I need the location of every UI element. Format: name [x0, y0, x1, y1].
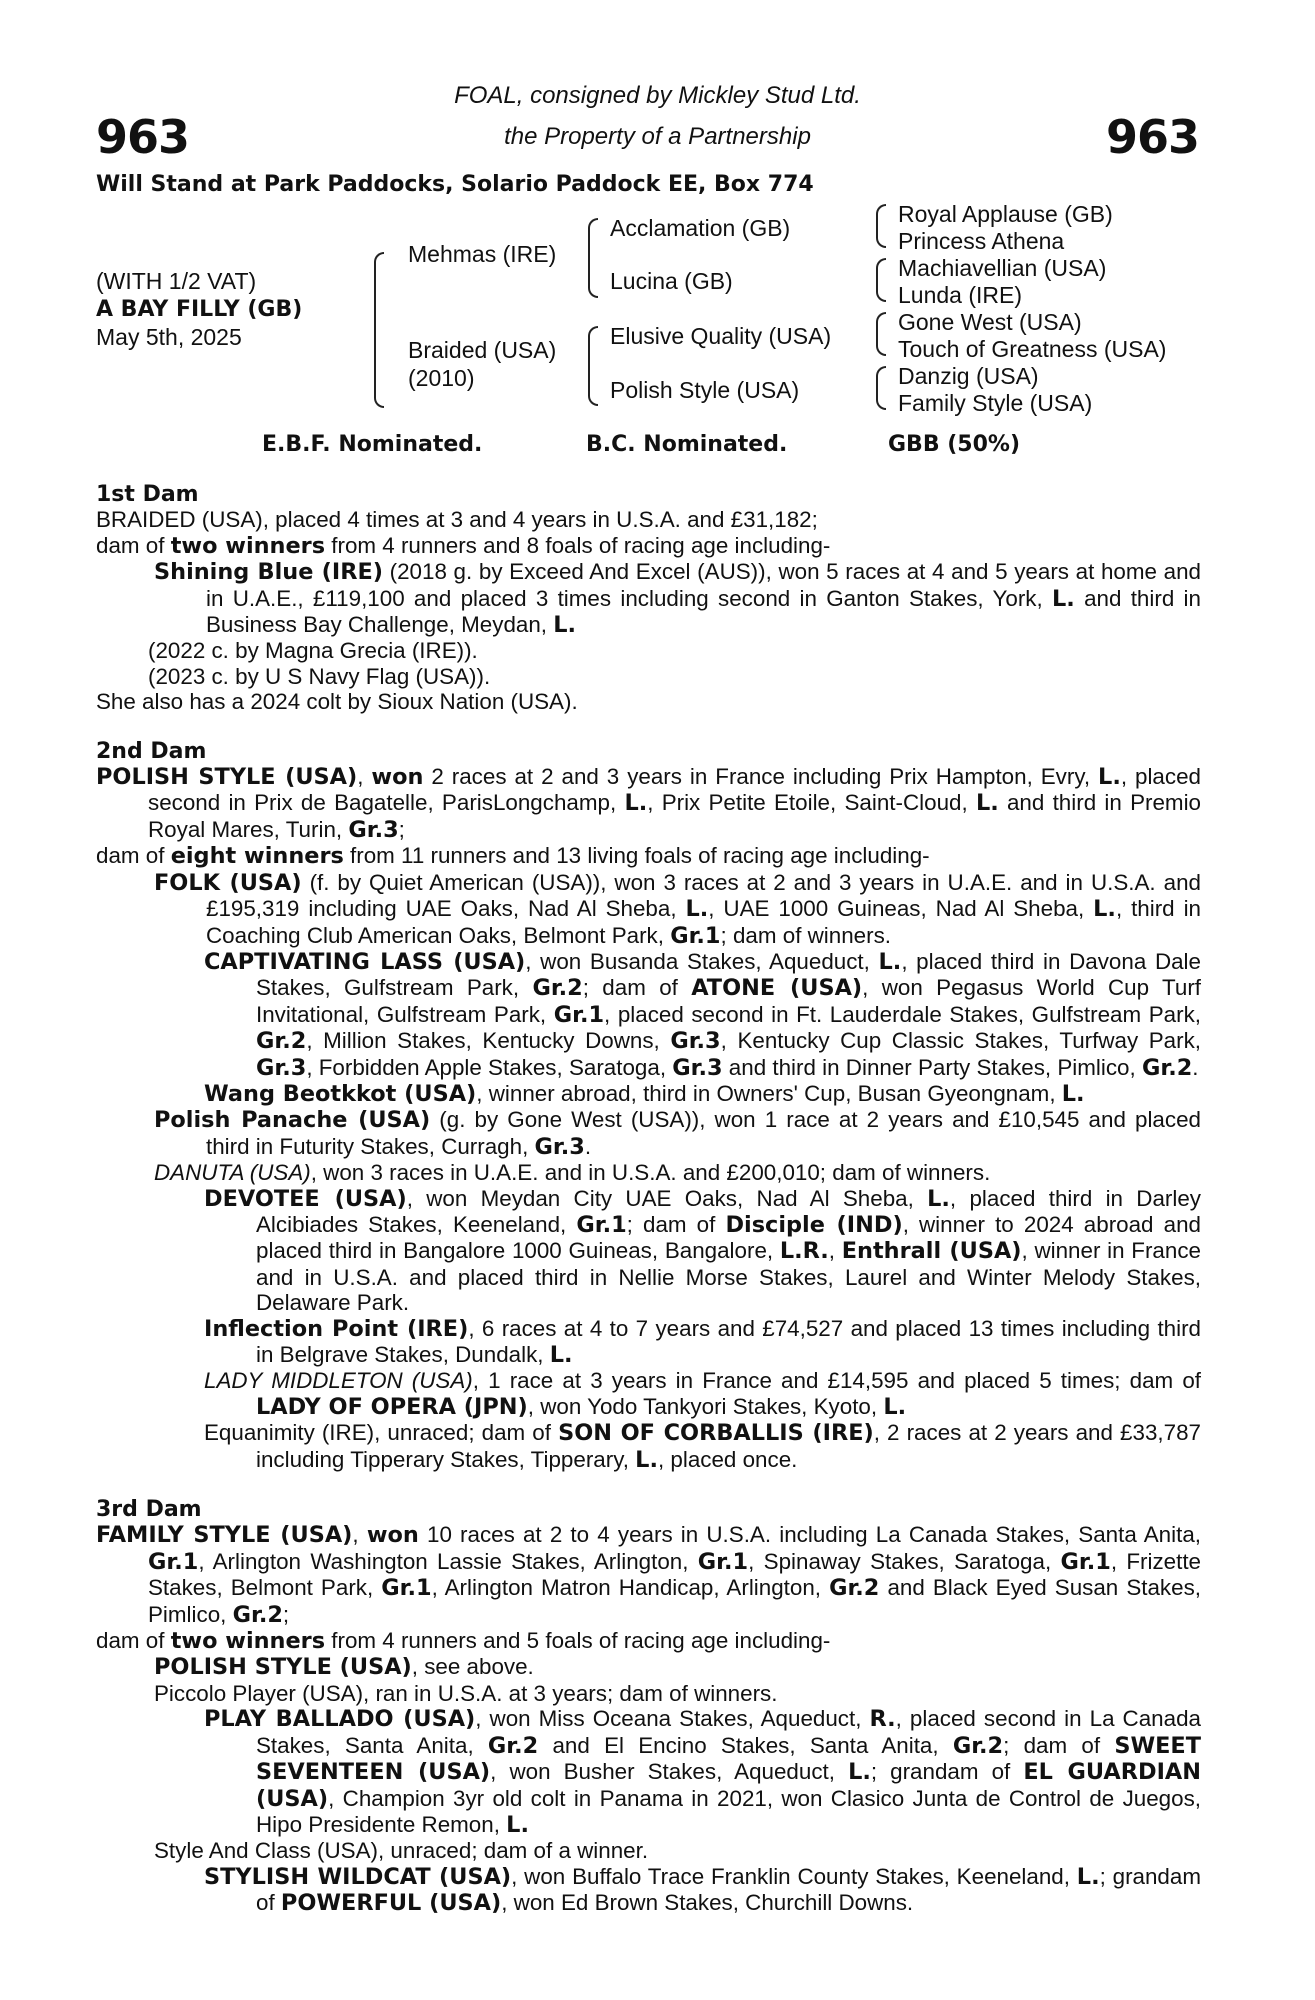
gen3-2: Princess Athena	[898, 228, 1065, 254]
dam-year: (2010)	[408, 365, 475, 391]
produce-entry: PLAY BALLADO (USA), won Miss Oceana Stakes, Aqueduct, R., placed second in La Canada Stakes, Santa Anita, Gr.2 and El Encino Stakes, Santa Anita, Gr.2; dam of SWEET SEVENTEEN (USA), won Busher Stakes, Aqueduct, L.; grandam of EL GUARDIAN (USA), Champion 3yr old colt in Panama in 2021, won Clasico Junta de Control de Juegos, Hipo Presidente Remon, L.	[204, 1706, 1201, 1838]
produce-entry: Wang Beotkkot (USA), winner abroad, third in Owners' Cup, Busan Gyeongnam, L.	[204, 1080, 1085, 1107]
ebf-nomination: E.B.F. Nominated.	[262, 432, 483, 457]
gen3-7: Danzig (USA)	[898, 363, 1039, 389]
sire: Mehmas (IRE)	[408, 241, 557, 267]
gen3-8: Family Style (USA)	[898, 390, 1093, 416]
second-dam-produce: dam of eight winners from 11 runners and 13 living foals of racing age including-	[96, 843, 930, 870]
produce-entry: She also has a 2024 colt by Sioux Nation (USA).	[96, 689, 578, 715]
produce-entry: (2022 c. by Magna Grecia (IRE)).	[148, 638, 478, 664]
stand-location: Will Stand at Park Paddocks, Solario Paddock EE, Box 774	[96, 172, 814, 197]
bc-nomination: B.C. Nominated.	[586, 432, 788, 457]
produce-entry: Polish Panache (USA) (g. by Gone West (USA)), won 1 race at 2 years and £10,545 and placed third in Futurity Stakes, Curragh, Gr.3.	[154, 1107, 1201, 1160]
dam-brace	[588, 326, 598, 406]
produce-entry: DEVOTEE (USA), won Meydan City UAE Oaks, Nad Al Sheba, L., placed third in Darley Alcibiades Stakes, Keeneland, Gr.1; dam of Disciple (IND), winner to 2024 abroad and placed third in Bangalore 1000 Guineas, Bangalore, L.R., Enthrall (USA), winner in France and in U.S.A. and placed third in Nellie Morse Stakes, Laurel and Winter Melody Stakes, Delaware Park.	[204, 1185, 1201, 1316]
sire-brace	[588, 218, 598, 298]
gen3-6: Touch of Greatness (USA)	[898, 336, 1167, 362]
produce-entry: Equanimity (IRE), unraced; dam of SON OF CORBALLIS (IRE), 2 races at 2 years and £33,787 including Tipperary Stakes, Tipperary, L., placed once.	[204, 1420, 1201, 1473]
produce-entry: CAPTIVATING LASS (USA), won Busanda Stakes, Aqueduct, L., placed third in Davona Dale Stakes, Gulfstream Park, Gr.2; dam of ATONE (USA), won Pegasus World Cup Turf Invitational, Gulfstream Park, Gr.1, placed second in Ft. Lauderdale Stakes, Gulfstream Park, Gr.2, Million Stakes, Kentucky Downs, Gr.3, Kentucky Cup Classic Stakes, Turfway Park, Gr.3, Forbidden Apple Stakes, Saratoga, Gr.3 and third in Dinner Party Stakes, Pimlico, Gr.2.	[204, 948, 1201, 1081]
second-dam-paragraph: POLISH STYLE (USA), won 2 races at 2 and 3 years in France including Prix Hampton, Evry, L., placed second in Prix de Bagatelle, ParisLongchamp, L., Prix Petite Etoile, Saint-Cloud, L. and third in Premio Royal Mares, Turin, Gr.3;	[96, 764, 1201, 843]
gen3-brace-1	[876, 204, 886, 248]
first-dam-heading: 1st Dam	[96, 482, 199, 507]
vat-note: (WITH 1/2 VAT)	[96, 268, 257, 294]
dam: Braided (USA)	[408, 337, 557, 363]
dam-dam: Polish Style (USA)	[610, 377, 800, 403]
produce-entry: Style And Class (USA), unraced; dam of a winner.	[154, 1838, 649, 1864]
foaling-date: May 5th, 2025	[96, 324, 242, 350]
produce-entry: Piccolo Player (USA), ran in U.S.A. at 3 years; dam of winners.	[154, 1680, 778, 1706]
sire-sire: Acclamation (GB)	[610, 215, 791, 241]
first-dam-paragraph: BRAIDED (USA), placed 4 times at 3 and 4 years in U.S.A. and £31,182;	[96, 507, 818, 533]
gen3-brace-2	[876, 258, 886, 302]
gen3-3: Machiavellian (USA)	[898, 255, 1107, 281]
catalogue-body	[96, 482, 1201, 1917]
gen3-1: Royal Applause (GB)	[898, 201, 1113, 227]
property-line: the Property of a Partnership	[504, 123, 811, 150]
second-dam-heading: 2nd Dam	[96, 738, 207, 764]
sire-dam: Lucina (GB)	[610, 268, 733, 294]
gen3-4: Lunda (IRE)	[898, 282, 1023, 308]
gen3-brace-3	[876, 312, 886, 356]
produce-entry: Inflection Point (IRE), 6 races at 4 to 7 years and £74,527 and placed 13 times including third in Belgrave Stakes, Dundalk, L.	[204, 1315, 1201, 1368]
pedigree-brace	[374, 252, 384, 408]
third-dam-produce: dam of two winners from 4 runners and 5 foals of racing age including-	[96, 1628, 831, 1655]
third-dam-heading: 3rd Dam	[96, 1497, 202, 1523]
gen3-5: Gone West (USA)	[898, 309, 1082, 335]
produce-entry: DANUTA (USA), won 3 races in U.A.E. and in U.S.A. and £200,010; dam of winners.	[154, 1160, 991, 1186]
gbb-status: GBB (50%)	[888, 432, 1021, 457]
produce-entry: Shining Blue (IRE) (2018 g. by Exceed And Excel (AUS)), won 5 races at 4 and 5 years at home and in U.A.E., £119,100 and placed 3 times including second in Ganton Stakes, York, L. and third in Business Bay Challenge, Meydan, L.	[154, 559, 1201, 639]
lot-name: A BAY FILLY (GB)	[96, 297, 303, 322]
consignor-line: FOAL, consigned by Mickley Stud Ltd.	[454, 82, 861, 109]
produce-entry: (2023 c. by U S Navy Flag (USA)).	[148, 663, 491, 689]
dam-sire: Elusive Quality (USA)	[610, 323, 832, 349]
lot-number-right: 963	[1105, 110, 1199, 164]
produce-entry: POLISH STYLE (USA), see above.	[154, 1654, 534, 1681]
lot-number-left: 963	[96, 110, 190, 164]
produce-entry: STYLISH WILDCAT (USA), won Buffalo Trace Franklin County Stakes, Keeneland, L.; grandam of POWERFUL (USA), won Ed Brown Stakes, Churchill Downs.	[204, 1863, 1201, 1917]
produce-entry: LADY MIDDLETON (USA), 1 race at 3 years in France and £14,595 and placed 5 times; dam of LADY OF OPERA (JPN), won Yodo Tankyori Stakes, Kyoto, L.	[204, 1368, 1201, 1420]
produce-entry: FOLK (USA) (f. by Quiet American (USA)), won 3 races at 2 and 3 years in U.A.E. and in U.S.A. and £195,319 including UAE Oaks, Nad Al Sheba, L., UAE 1000 Guineas, Nad Al Sheba, L., third in Coaching Club American Oaks, Belmont Park, Gr.1; dam of winners.	[154, 869, 1201, 949]
third-dam-paragraph: FAMILY STYLE (USA), won 10 races at 2 to 4 years in U.S.A. including La Canada Stakes, Santa Anita, Gr.1, Arlington Washington Lassie Stakes, Arlington, Gr.1, Spinaway Stakes, Saratoga, Gr.1, Frizette Stakes, Belmont Park, Gr.1, Arlington Matron Handicap, Arlington, Gr.2 and Black Eyed Susan Stakes, Pimlico, Gr.2;	[96, 1522, 1202, 1628]
first-dam-produce: dam of two winners from 4 runners and 8 foals of racing age including-	[96, 532, 831, 559]
gen3-brace-4	[876, 366, 886, 410]
